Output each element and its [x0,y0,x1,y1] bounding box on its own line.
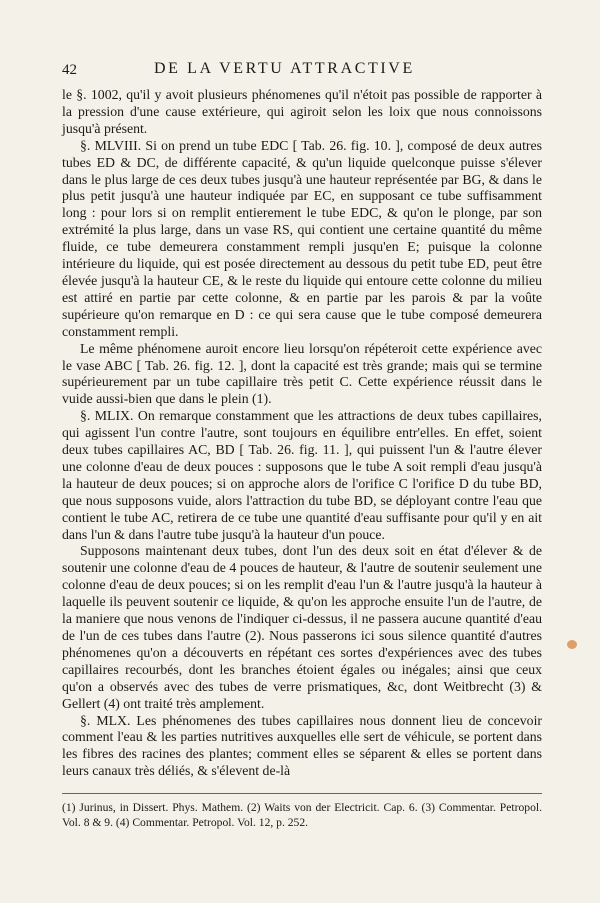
footnote-rule [62,793,542,794]
paragraph: §. MLX. Les phénomenes des tubes capillaires nous donnent lieu de concevoir comment l'eau & les parties nutritives auxquelles elle sert de véhicule, se portent dans les fibres des racines des plantes; comment elles se séparent & elles se portent dans leurs canaux très déliés, & s'élevent de-là [62,712,542,779]
page-header [62,60,540,82]
paper-stain [567,640,577,649]
body-text [62,87,542,780]
page-number: 42 [62,62,77,78]
paragraph: Supposons maintenant deux tubes, dont l'un des deux soit en état d'élever & de soutenir une colonne d'eau de 4 pouces de hauteur, & l'autre de soutenir seulement une colonne d'eau de deux pouces; si on les remplit d'eau l'un & l'autre jusqu'à la hauteur à laquelle ils peuvent soutenir ce liquide, & qu'on les approche ensuite l'un de l'autre, de la maniere que nous venons de l'indiquer ci-dessus, il ne passera aucune quantité d'eau de l'un de ces tubes dans l'autre (2). Nous passerons ici sous silence quantité d'autres phénomenes qu'on a découverts en répétant ces sortes d'expériences avec des tubes capillaires recourbés, dont les branches étoient égales ou inégales; ainsi que ceux qu'on a observés avec des tubes de verre prismatiques, &c, dont Weitbrecht (3) & Gellert (4) ont traité très amplement. [62,543,542,711]
paragraph: §. MLIX. On remarque constamment que les attractions de deux tubes capillaires, qui agissent l'un contre l'autre, sont toujours en équilibre entr'elles. En effet, soient deux tubes capillaires AC, BD [ Tab. 26. fig. 11. ], qui puissent l'un & l'autre élever une colonne d'eau de deux pouces : supposons que le tube A soit rempli d'eau jusqu'à la hauteur de deux pouces; si on approche alors de l'orifice C l'orifice D du tube BD, que nous supposons vuide, alors l'attraction du tube BD, se déployant contre l'eau que contient le tube AC, retirera de ce tube une quantité d'eau suffisante pour qu'il y en ait dans l'un & dans l'autre tube jusqu'à la hauteur d'un pouce. [62,408,542,542]
footnotes: (1) Jurinus, in Dissert. Phys. Mathem. (2) Waits von der Electricit. Cap. 6. (3) Commentar. Petropol. Vol. 8 & 9. (4) Commentar. Petropol. Vol. 12, p. 252. [62,801,542,829]
paragraph: §. MLVIII. Si on prend un tube EDC [ Tab. 26. fig. 10. ], composé de deux autres tubes ED & DC, de différente capacité, & qu'un liquide quelconque puisse s'élever dans le plus large de ces deux tubes jusqu'à une hauteur représentée par BG, & dans le plus petit jusqu'à une hauteur indiquée par EC, en supposant ce tube suffisamment long : pour lors si on remplit entierement le tube EDC, & qu'on le plonge, par son extrémité la plus large, dans un vase RS, qui contient une certaine quantité du même fluide, ce tube demeurera constamment rempli jusqu'en E; puisque la colonne intérieure du liquide, qui est posée directement au dessous du petit tube ED, peut être élevée jusqu'à la hauteur CE, & le reste du liquide qui entoure cette colonne du milieu est attiré en partie par cette colonne, & en partie par les parois & par la voûte supérieure qu'on remarque en D : ce qui sera cause que le tube composé demeurera constamment rempli. [62,137,542,339]
paragraph: le §. 1002, qu'il y avoit plusieurs phénomenes qu'il n'étoit pas possible de rapporter à la pression d'une cause extérieure, qui agiroit selon les loix que nous connoissons jusqu'à présent. [62,87,542,136]
running-title: DE LA VERTU ATTRACTIVE [154,60,415,77]
paragraph: Le même phénomene auroit encore lieu lorsqu'on répéteroit cette expérience avec le vase ABC [ Tab. 26. fig. 12. ], dont la capacité est très grande; mais qui se termine supérieurement par un tube capillaire très petit C. Cette expérience réussit dans le vuide aussi-bien que dans le plein (1). [62,340,542,407]
